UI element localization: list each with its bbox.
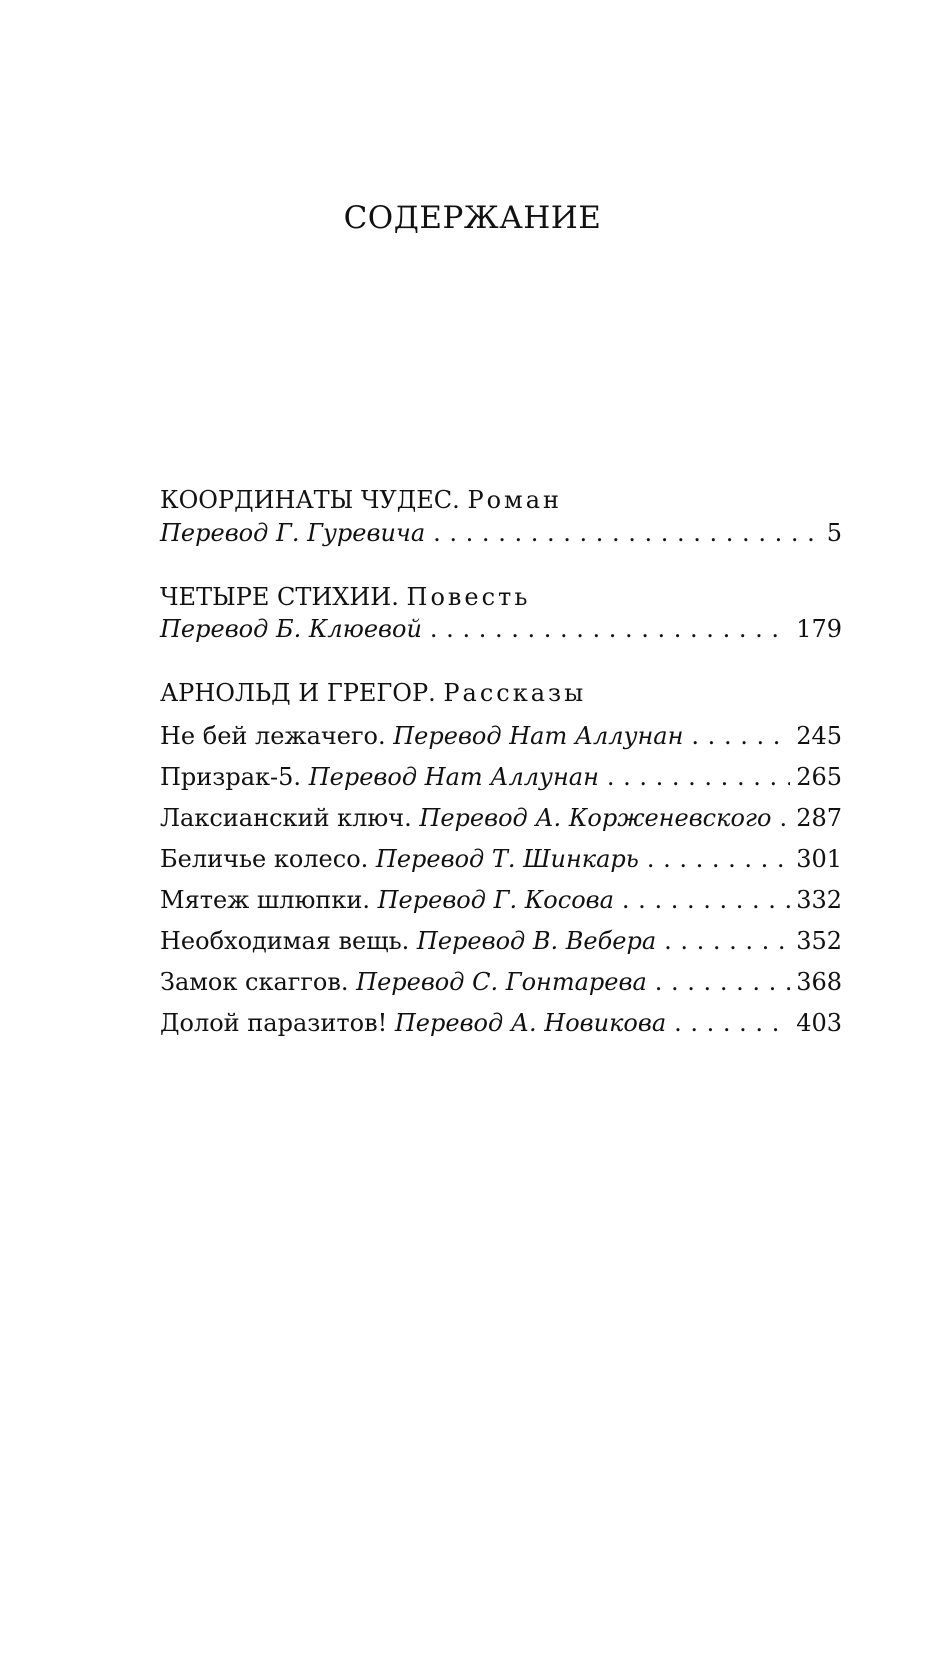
section-title: КООРДИНАТЫ ЧУДЕС.: [160, 486, 460, 514]
page-number: 368: [796, 968, 842, 996]
dot-leader: [655, 967, 790, 997]
translator: Перевод В. Вебера: [416, 927, 657, 955]
toc-entry[interactable]: [160, 803, 842, 833]
section-heading: [160, 582, 530, 612]
page-number: 403: [796, 1009, 842, 1037]
dot-leader: [779, 803, 790, 833]
section-heading: [160, 678, 586, 708]
work-title: Не бей лежачего.: [160, 722, 386, 750]
translator: Перевод Г. Косова: [377, 886, 614, 914]
page-number: 301: [796, 845, 842, 873]
work-title: Замок скаггов.: [160, 968, 349, 996]
dot-leader: [430, 614, 790, 644]
page-number: 265: [796, 763, 842, 791]
dot-leader: [674, 1008, 790, 1038]
section-title: ЧЕТЫРЕ СТИХИИ.: [160, 583, 399, 611]
page-number: 352: [796, 927, 842, 955]
work-title: Призрак-5.: [160, 763, 302, 791]
toc-entry[interactable]: [160, 721, 842, 751]
translator: Перевод А. Корженевского: [419, 804, 772, 832]
work-title: Необходимая вещь.: [160, 927, 410, 955]
translator: Перевод Нат Аллунан: [393, 722, 684, 750]
section-heading: [160, 485, 562, 515]
toc-entry[interactable]: [160, 885, 842, 915]
toc-entry[interactable]: [160, 614, 842, 644]
section-genre: Роман: [467, 486, 563, 514]
section-title: АРНОЛЬД И ГРЕГОР.: [160, 679, 436, 707]
page-number: 5: [826, 519, 842, 547]
toc-entry[interactable]: [160, 1008, 842, 1038]
toc-entry[interactable]: [160, 926, 842, 956]
toc-entry[interactable]: [160, 762, 842, 792]
toc-entry[interactable]: [160, 967, 842, 997]
page-number: 287: [796, 804, 842, 832]
page-number: 332: [796, 886, 842, 914]
translator: Перевод Нат Аллунан: [308, 763, 599, 791]
work-title: Мятеж шлюпки.: [160, 886, 370, 914]
translator: Перевод Г. Гуревича: [160, 519, 426, 547]
toc-entry[interactable]: [160, 518, 842, 548]
work-title: Долой паразитов!: [160, 1009, 388, 1037]
page-number: 179: [796, 615, 842, 643]
section-genre: Рассказы: [443, 679, 587, 707]
page-title: СОДЕРЖАНИЕ: [343, 200, 602, 236]
work-title: Беличье колесо.: [160, 845, 369, 873]
dot-leader: [647, 844, 790, 874]
dot-leader: [433, 518, 818, 548]
translator: Перевод С. Гонтарева: [356, 968, 647, 996]
toc-entry[interactable]: [160, 844, 842, 874]
work-title: Лаксианский ключ.: [160, 804, 412, 832]
dot-leader: [607, 762, 790, 792]
translator: Перевод Т. Шинкарь: [375, 845, 639, 873]
translator: Перевод А. Новикова: [394, 1009, 667, 1037]
section-genre: Повесть: [406, 583, 531, 611]
dot-leader: [664, 926, 790, 956]
page-number: 245: [796, 722, 842, 750]
dot-leader: [691, 721, 790, 751]
translator: Перевод Б. Клюевой: [160, 615, 422, 643]
dot-leader: [622, 885, 790, 915]
